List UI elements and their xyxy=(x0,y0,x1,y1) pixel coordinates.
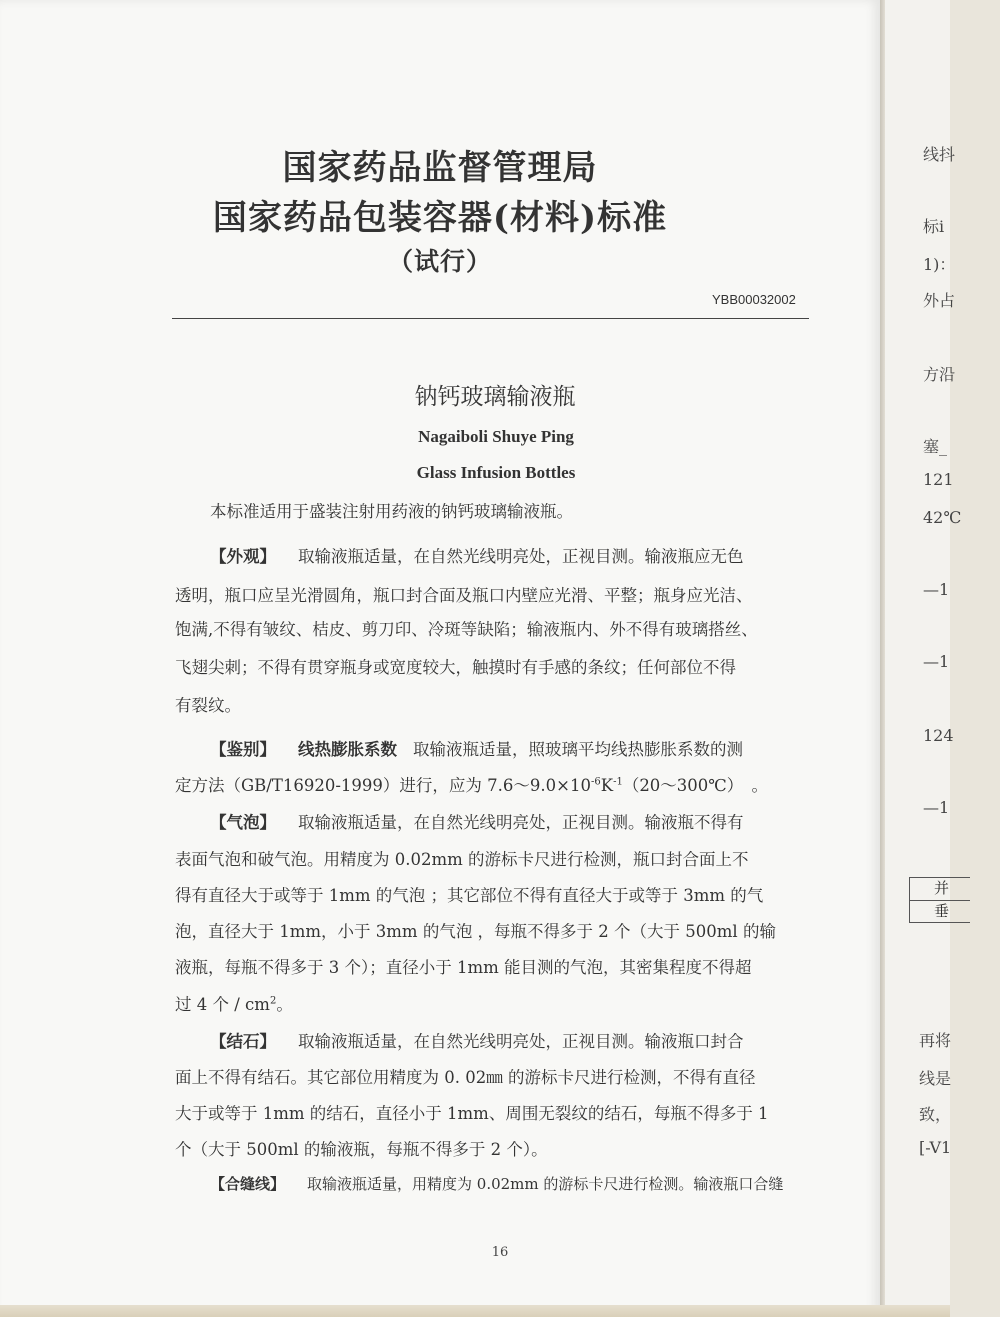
partial-table: 并 垂 xyxy=(909,877,970,923)
product-name-pinyin: Nagaiboli Shuye Ping xyxy=(418,427,574,446)
bubbles-line-1: 【气泡】 取输液瓶适量，在自然光线明亮处，正视目测。输液瓶不得有 xyxy=(210,813,744,832)
appearance-line-1: 【外观】 取输液瓶适量，在自然光线明亮处，正视目测。输液瓶应无色 xyxy=(210,547,744,566)
stones-line-2: 面上不得有结石。其它部位用精度为 0. 02㎜ 的游标卡尺进行检测，不得有直径 xyxy=(175,1068,756,1087)
product-name-en: Glass Infusion Bottles xyxy=(416,463,576,482)
identification-line-2: 定方法（GB/T16920-1999）进行，应为 $7.6\sim 9.0\times 10^{-6}K^{-1}(20\sim 300℃)$ 。 xyxy=(175,776,769,795)
appearance-line-4: 飞翅尖刺；不得有贯穿瓶身或宽度较大，触摸时有手感的条纹；任何部位不得 xyxy=(175,658,736,677)
scope-statement: 本标准适用于盛装注射用药液的钠钙玻璃输液瓶。 xyxy=(210,502,573,521)
bubbles-line-3: 得有直径大于或等于 1mm 的气泡 ；其它部位不得有直径大于或等于 3mm 的气 xyxy=(175,886,764,905)
page-number: 16 xyxy=(491,1245,509,1260)
standard-code: YBB00032002 xyxy=(712,292,796,307)
appearance-label: 【外观】 xyxy=(210,547,276,566)
bubbles-label: 【气泡】 xyxy=(210,813,276,832)
adjacent-page-edge: 线抖 标i 1)： 外占 方沿 塞_ 121 42℃ —1 —1 124 —1 并 垂 再将 线是 致， [-V1 xyxy=(885,0,950,1317)
scan-bottom-edge xyxy=(0,1305,950,1317)
seam-label: 【合缝线】 xyxy=(210,1175,286,1193)
bubbles-line-5: 液瓶，每瓶不得多于 3 个）；直径小于 1mm 能目测的气泡，其密集程度不得超 xyxy=(175,958,752,977)
appearance-line-3: 饱满,不得有皱纹、桔皮、剪刀印、冷斑等缺陷；输液瓶内、外不得有玻璃搭丝、 xyxy=(175,620,758,639)
identification-label: 【鉴别】 xyxy=(210,740,276,759)
appearance-line-2: 透明，瓶口应呈光滑圆角，瓶口封合面及瓶口内壁应光滑、平整；瓶身应光洁、 xyxy=(175,586,753,605)
stones-line-4: 个（大于 500ml 的输液瓶，每瓶不得多于 2 个）。 xyxy=(175,1140,548,1159)
stones-line-3: 大于或等于 1mm 的结石，直径小于 1mm、周围无裂纹的结石，每瓶不得多于 1 xyxy=(175,1104,769,1123)
seam-line-1: 【合缝线】 取输液瓶适量，用精度为 0.02mm 的游标卡尺进行检测。输液瓶口合缝 xyxy=(210,1175,784,1193)
header-divider xyxy=(172,318,809,319)
product-name-cn: 钠钙玻璃输液瓶 xyxy=(414,384,576,410)
bubbles-line-4: 泡，直径大于 1mm，小于 3mm 的气泡 ，每瓶不得多于 2 个（大于 500ml 的输 xyxy=(175,922,776,941)
identification-keyword: 线热膨胀系数 xyxy=(298,740,397,759)
appearance-line-5: 有裂纹。 xyxy=(175,696,241,715)
stones-label: 【结石】 xyxy=(210,1032,276,1051)
bubbles-line-6: 过 4 个 / $cm^2$。 xyxy=(175,995,293,1014)
standard-title: 国家药品包装容器(材料)标准 xyxy=(212,198,668,238)
stones-line-1: 【结石】 取输液瓶适量，在自然光线明亮处，正视目测。输液瓶口封合 xyxy=(210,1032,744,1051)
trial-label: （试行） xyxy=(387,247,492,276)
bubbles-line-2: 表面气泡和破气泡。用精度为 0.02mm 的游标卡尺进行检测，瓶口封合面上不 xyxy=(175,850,749,869)
agency-title: 国家药品监督管理局 xyxy=(282,148,598,188)
identification-line-1: 【鉴别】 线热膨胀系数 取输液瓶适量，照玻璃平均线热膨胀系数的测 xyxy=(210,740,743,759)
